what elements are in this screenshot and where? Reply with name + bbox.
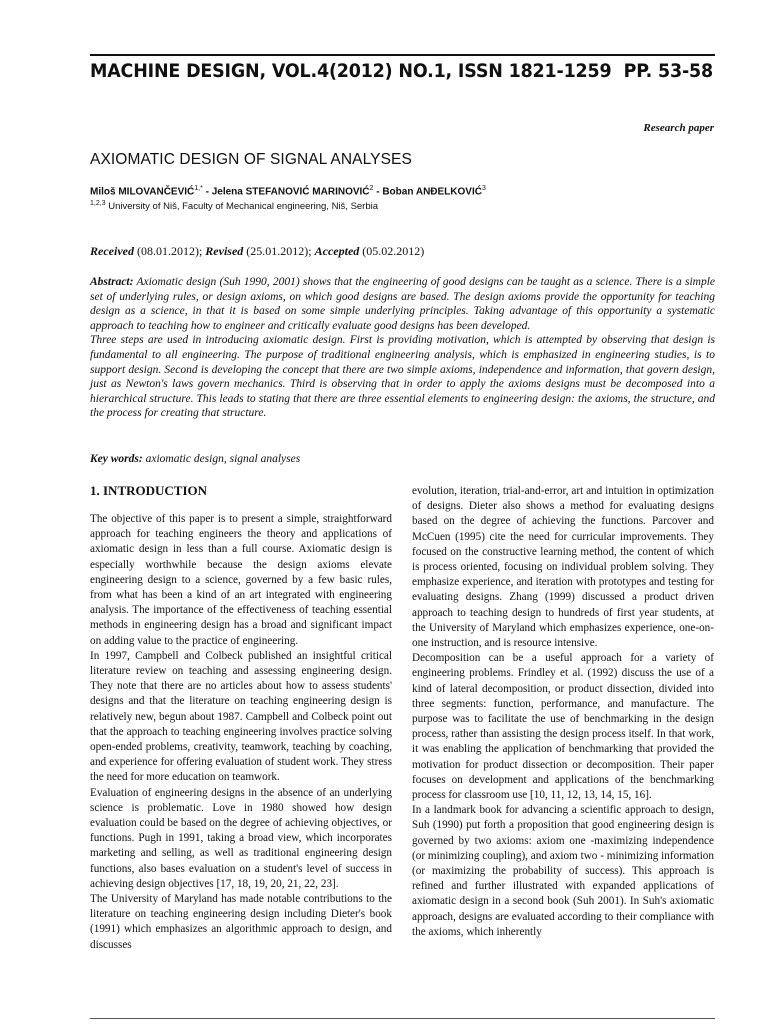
abstract-text: Axiomatic design (Suh 1990, 2001) shows that the engineering of good designs can be taught as a science. There is a simple set of underlying rules, or design axioms, on which good designs are based. The design axioms provide the opportunity for teaching design as a science, in that it is based on some simple underlying principles. Taking advantage of this opportunity a systematic approach to teaching how to engineer and critically evaluate good designs has been developed. [90, 276, 715, 332]
journal-citation: MACHINE DESIGN, VOL.4(2012) NO.1, ISSN 1821-1259 [90, 60, 612, 82]
keywords-label: Key words: [90, 453, 143, 465]
paper-type-label: Research paper [643, 122, 714, 134]
page-range: PP. 53-58 [623, 60, 713, 82]
body-paragraph: Evaluation of engineering designs in the absence of an underlying science is problematic. Love in 1980 showed how design evaluation could be based on the degree of achieving objectives, or functions. Pugh in 1991, taking a broad view, which incorporates marketing and selling, as well as traditional engineering design functions, also bases evaluation on a student's level of success in achieving design objectives [17, 18, 19, 20, 21, 22, 23]. [90, 786, 392, 890]
body-paragraph: In a landmark book for advancing a scientific approach to design, Suh (1990) put forth a proposition that good engineering design is governed by two axioms: axiom one -maximizing independence (or minimizing coupling), and axiom two - minimizing information (or maximizing the probability of success). This approach is refined and further illustrated with expanded applications of axiomatic design in a second book (Suh 2001). In Suh's axiomatic approach, designs are evaluated according to their compliance with the axioms, which inherently [412, 804, 714, 938]
right-column [412, 484, 714, 940]
body-paragraph: The University of Maryland has made notable contributions to the literature on teaching engineering design including Dieter's book (1991) which emphasizes an algorithmic approach to design, and discusses [90, 893, 392, 951]
body-paragraph: evolution, iteration, trial-and-error, art and intuition in optimization of designs. Dieter also shows a method for evaluating designs based on the degree of achieving the functions. Parcover and McCuen (1995) cite the need for curricular improvements. They focused on the constructive learning method, the content of which is process oriented, focusing on individual problem solving. They emphasize experience, and iteration with prototypes and testing for evaluating designs. Zhang (1999) discussed a product driven approach to teaching design to hundreds of first year students, at the University of Maryland which emphasizes experience, one-on-one instruction, and is resource intensive. [412, 485, 714, 650]
author-separator: - [373, 186, 383, 198]
revised-label: Revised [205, 244, 244, 258]
keywords-text: axiomatic design, signal analyses [142, 453, 301, 465]
abstract [90, 275, 715, 421]
abstract-label: Abstract: [90, 276, 134, 288]
journal-header [90, 60, 713, 90]
author-2-marker: 2 [369, 185, 374, 192]
affiliation [90, 200, 378, 212]
abstract-paragraph: Three steps are used in introducing axiomatic design. First is providing motivation, which is attempted by observing that design is fundamental to all engineering. The purpose of traditional engineering analysis, which is emphasized in engineering studies, is to support design. Second is developing the concept that there are two simple axioms, independence and information, that govern design, just as Newton's laws govern mechanics. Third is observing that in order to apply the axioms designs must be decomposed into a hierarchical structure. This leads to stating that there are three essential elements to engineering design: the axioms, the structure, and the process for creating that structure. [90, 334, 715, 420]
author-list [90, 185, 486, 197]
author-2: Jelena STEFANOVIĆ MARINOVIĆ [211, 186, 370, 198]
author-1-marker: 1,* [194, 185, 203, 192]
received-date: (08.01.2012); [133, 244, 206, 258]
body-paragraph: Decomposition can be a useful approach for a variety of engineering problems. Frindley et al. (1992) discuss the use of a kind of lateral decomposition, or product dissection, divided into three segments: function, performance, and manufacture. The purpose was to facilitate the use of benchmarking in the design process, rather than assisting the design process itself. In that work, it was enabling the application of benchmarking that provided the motivation for product dissection or decomposition. Their paper focuses on development and applications of the benchmarking process for classroom use [10, 11, 12, 13, 14, 15, 16]. [412, 652, 714, 802]
affiliation-marker: 1,2,3 [90, 200, 106, 207]
author-3-marker: 3 [481, 185, 486, 192]
received-label: Received [90, 244, 134, 258]
section-heading-introduction: 1. INTRODUCTION [90, 483, 208, 498]
affiliation-text: University of Niš, Faculty of Mechanical engineering, Niš, Serbia [105, 201, 379, 213]
abstract-paragraph [90, 275, 715, 333]
body-paragraph: In 1997, Campbell and Colbeck published an insightful critical literature review on teaching and assessing engineering design. They note that there are no articles about how to assess students' designs and that the literature on teaching engineering design is relatively new, begun about 1987. Campbell and Colbeck point out that the approach to teaching engineering involves practice solving open-ended problems, creativity, teamwork, teaching by coaching, and experience for offering evaluation of student work. They stress the need for more education on teamwork. [90, 649, 392, 784]
author-separator: - [202, 186, 212, 198]
author-3: Boban ANĐELKOVIĆ [382, 186, 482, 198]
accepted-label: Accepted [314, 244, 360, 258]
footer-rule [90, 1018, 715, 1019]
submission-dates [90, 244, 424, 259]
author-1: Miloš MILOVANČEVIĆ [90, 186, 195, 198]
accepted-date: (05.02.2012) [359, 244, 425, 258]
body-paragraph: The objective of this paper is to present a simple, straightforward approach for teaching engineers the theory and applications of axiomatic design in less than a full course. Axiomatic design is especially worthwhile because the design axioms elevate engineering design to a science, governed by a few basic rules, from what has been a kind of an art integrated with engineering analysis. The importance of the effectiveness of teaching essential methods in engineering design has a broad and significant impact on adding value to the practice of engineering. [90, 513, 392, 647]
header-top-rule [90, 54, 715, 56]
paper-title: AXIOMATIC DESIGN OF SIGNAL ANALYSES [90, 151, 412, 168]
keywords [90, 453, 300, 465]
left-column [90, 484, 392, 953]
revised-date: (25.01.2012); [243, 244, 315, 258]
